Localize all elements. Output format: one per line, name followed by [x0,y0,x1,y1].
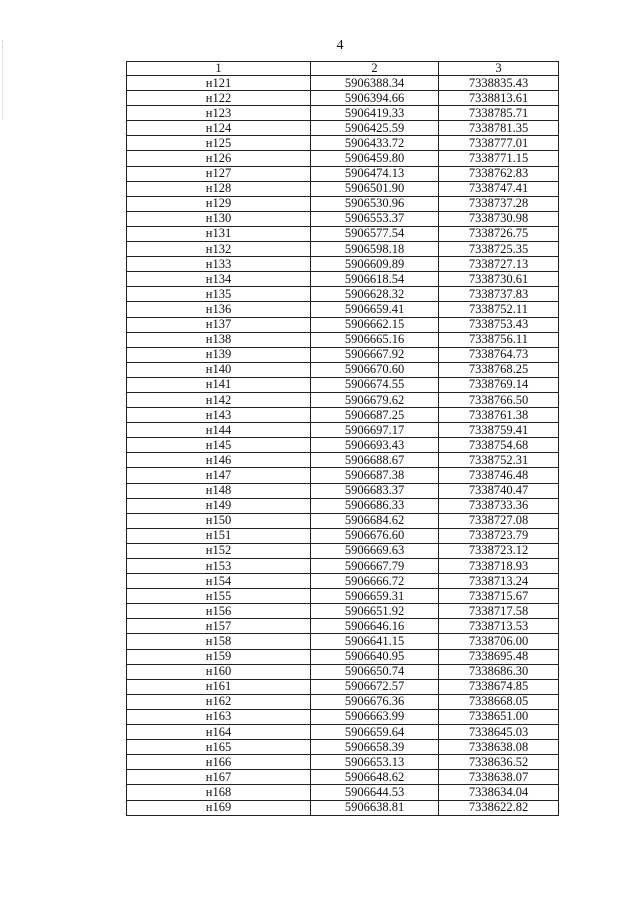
y-coordinate-cell: 7338764.73 [439,347,559,362]
y-coordinate-cell: 7338638.08 [439,740,559,755]
x-coordinate-cell: 5906425.59 [311,121,439,136]
point-name-cell: н133 [127,257,311,272]
point-name-cell: н135 [127,287,311,302]
x-coordinate-cell: 5906644.53 [311,785,439,800]
point-name-cell: н161 [127,679,311,694]
point-name-cell: н164 [127,725,311,740]
x-coordinate-cell: 5906674.55 [311,377,439,392]
scan-margin-mark [2,40,5,120]
x-coordinate-cell: 5906688.67 [311,453,439,468]
y-coordinate-cell: 7338723.79 [439,528,559,543]
y-coordinate-cell: 7338759.41 [439,423,559,438]
column-header-x: 2 [311,62,439,76]
table-row [127,589,559,604]
point-name-cell: н166 [127,755,311,770]
x-coordinate-cell: 5906653.13 [311,755,439,770]
x-coordinate-cell: 5906577.54 [311,226,439,241]
point-name-cell: н129 [127,196,311,211]
point-name-cell: н143 [127,408,311,423]
point-name-cell: н138 [127,332,311,347]
y-coordinate-cell: 7338634.04 [439,785,559,800]
table-row [127,272,559,287]
y-coordinate-cell: 7338730.98 [439,211,559,226]
point-name-cell: н153 [127,559,311,574]
y-coordinate-cell: 7338771.15 [439,151,559,166]
y-coordinate-cell: 7338636.52 [439,755,559,770]
y-coordinate-cell: 7338769.14 [439,377,559,392]
point-name-cell: н148 [127,483,311,498]
y-coordinate-cell: 7338753.43 [439,317,559,332]
table-row [127,91,559,106]
y-coordinate-cell: 7338718.93 [439,559,559,574]
point-name-cell: н165 [127,740,311,755]
y-coordinate-cell: 7338766.50 [439,392,559,407]
table-row [127,181,559,196]
point-name-cell: н141 [127,377,311,392]
x-coordinate-cell: 5906662.15 [311,317,439,332]
x-coordinate-cell: 5906686.33 [311,498,439,513]
y-coordinate-cell: 7338752.31 [439,453,559,468]
column-header-point: 1 [127,62,311,76]
table-row [127,634,559,649]
point-name-cell: н152 [127,543,311,558]
point-name-cell: н121 [127,76,311,91]
table-row [127,800,559,815]
x-coordinate-cell: 5906676.36 [311,694,439,709]
x-coordinate-cell: 5906659.64 [311,725,439,740]
table-row [127,694,559,709]
point-name-cell: н147 [127,468,311,483]
table-row [127,664,559,679]
x-coordinate-cell: 5906530.96 [311,196,439,211]
table-row [127,423,559,438]
table-row [127,332,559,347]
table-row [127,679,559,694]
point-name-cell: н137 [127,317,311,332]
x-coordinate-cell: 5906665.16 [311,332,439,347]
table-row [127,649,559,664]
table-row [127,483,559,498]
x-coordinate-cell: 5906474.13 [311,166,439,181]
point-name-cell: н167 [127,770,311,785]
header-row [127,62,559,76]
x-coordinate-cell: 5906669.63 [311,543,439,558]
y-coordinate-cell: 7338733.36 [439,498,559,513]
table-row [127,317,559,332]
y-coordinate-cell: 7338727.08 [439,513,559,528]
table-row [127,574,559,589]
point-name-cell: н156 [127,604,311,619]
table-row [127,709,559,724]
table-row [127,785,559,800]
table-row [127,740,559,755]
y-coordinate-cell: 7338754.68 [439,438,559,453]
table-row [127,725,559,740]
x-coordinate-cell: 5906679.62 [311,392,439,407]
y-coordinate-cell: 7338713.53 [439,619,559,634]
x-coordinate-cell: 5906638.81 [311,800,439,815]
table-row [127,559,559,574]
y-coordinate-cell: 7338726.75 [439,226,559,241]
point-name-cell: н125 [127,136,311,151]
point-name-cell: н126 [127,151,311,166]
y-coordinate-cell: 7338777.01 [439,136,559,151]
y-coordinate-cell: 7338740.47 [439,483,559,498]
y-coordinate-cell: 7338651.00 [439,709,559,724]
x-coordinate-cell: 5906687.38 [311,468,439,483]
y-coordinate-cell: 7338835.43 [439,76,559,91]
y-coordinate-cell: 7338668.05 [439,694,559,709]
x-coordinate-cell: 5906553.37 [311,211,439,226]
y-coordinate-cell: 7338638.07 [439,770,559,785]
x-coordinate-cell: 5906648.62 [311,770,439,785]
x-coordinate-cell: 5906659.31 [311,589,439,604]
y-coordinate-cell: 7338695.48 [439,649,559,664]
x-coordinate-cell: 5906684.62 [311,513,439,528]
x-coordinate-cell: 5906663.99 [311,709,439,724]
x-coordinate-cell: 5906667.92 [311,347,439,362]
y-coordinate-cell: 7338761.38 [439,408,559,423]
y-coordinate-cell: 7338768.25 [439,362,559,377]
x-coordinate-cell: 5906650.74 [311,664,439,679]
table-row [127,196,559,211]
table-row [127,543,559,558]
x-coordinate-cell: 5906676.60 [311,528,439,543]
x-coordinate-cell: 5906618.54 [311,272,439,287]
point-name-cell: н157 [127,619,311,634]
y-coordinate-cell: 7338717.58 [439,604,559,619]
y-coordinate-cell: 7338706.00 [439,634,559,649]
point-name-cell: н131 [127,226,311,241]
column-header-y: 3 [439,62,559,76]
y-coordinate-cell: 7338785.71 [439,106,559,121]
y-coordinate-cell: 7338730.61 [439,272,559,287]
x-coordinate-cell: 5906433.72 [311,136,439,151]
y-coordinate-cell: 7338725.35 [439,242,559,257]
table-row [127,76,559,91]
point-name-cell: н136 [127,302,311,317]
y-coordinate-cell: 7338781.35 [439,121,559,136]
point-name-cell: н124 [127,121,311,136]
x-coordinate-cell: 5906628.32 [311,287,439,302]
x-coordinate-cell: 5906659.41 [311,302,439,317]
point-name-cell: н158 [127,634,311,649]
y-coordinate-cell: 7338686.30 [439,664,559,679]
point-name-cell: н151 [127,528,311,543]
x-coordinate-cell: 5906693.43 [311,438,439,453]
table-row [127,166,559,181]
x-coordinate-cell: 5906666.72 [311,574,439,589]
point-name-cell: н155 [127,589,311,604]
page-number: 4 [336,38,344,53]
y-coordinate-cell: 7338747.41 [439,181,559,196]
y-coordinate-cell: 7338762.83 [439,166,559,181]
table-body [127,76,559,816]
x-coordinate-cell: 5906651.92 [311,604,439,619]
x-coordinate-cell: 5906598.18 [311,242,439,257]
point-name-cell: н139 [127,347,311,362]
point-name-cell: н168 [127,785,311,800]
x-coordinate-cell: 5906683.37 [311,483,439,498]
y-coordinate-cell: 7338756.11 [439,332,559,347]
table-row [127,362,559,377]
point-name-cell: н123 [127,106,311,121]
table-row [127,453,559,468]
y-coordinate-cell: 7338727.13 [439,257,559,272]
point-name-cell: н130 [127,211,311,226]
table-header [127,62,559,76]
x-coordinate-cell: 5906667.79 [311,559,439,574]
x-coordinate-cell: 5906459.80 [311,151,439,166]
point-name-cell: н122 [127,91,311,106]
table-row [127,513,559,528]
point-name-cell: н160 [127,664,311,679]
table-row [127,257,559,272]
x-coordinate-cell: 5906697.17 [311,423,439,438]
x-coordinate-cell: 5906609.89 [311,257,439,272]
point-name-cell: н145 [127,438,311,453]
point-name-cell: н149 [127,498,311,513]
point-name-cell: н169 [127,800,311,815]
y-coordinate-cell: 7338737.28 [439,196,559,211]
x-coordinate-cell: 5906670.60 [311,362,439,377]
x-coordinate-cell: 5906640.95 [311,649,439,664]
y-coordinate-cell: 7338813.61 [439,91,559,106]
coordinates-table [126,61,559,816]
table-row [127,619,559,634]
y-coordinate-cell: 7338752.11 [439,302,559,317]
x-coordinate-cell: 5906658.39 [311,740,439,755]
point-name-cell: н162 [127,694,311,709]
y-coordinate-cell: 7338713.24 [439,574,559,589]
table-row [127,528,559,543]
table-row [127,392,559,407]
point-name-cell: н132 [127,242,311,257]
point-name-cell: н150 [127,513,311,528]
table-row [127,211,559,226]
table-row [127,468,559,483]
table-row [127,136,559,151]
x-coordinate-cell: 5906687.25 [311,408,439,423]
table-row [127,242,559,257]
table-row [127,770,559,785]
table-row [127,498,559,513]
y-coordinate-cell: 7338715.67 [439,589,559,604]
point-name-cell: н142 [127,392,311,407]
x-coordinate-cell: 5906394.66 [311,91,439,106]
table-row [127,755,559,770]
x-coordinate-cell: 5906672.57 [311,679,439,694]
y-coordinate-cell: 7338746.48 [439,468,559,483]
point-name-cell: н163 [127,709,311,724]
table-row [127,151,559,166]
y-coordinate-cell: 7338737.83 [439,287,559,302]
point-name-cell: н128 [127,181,311,196]
point-name-cell: н140 [127,362,311,377]
x-coordinate-cell: 5906419.33 [311,106,439,121]
y-coordinate-cell: 7338645.03 [439,725,559,740]
point-name-cell: н146 [127,453,311,468]
table-row [127,302,559,317]
table-row [127,226,559,241]
x-coordinate-cell: 5906641.15 [311,634,439,649]
x-coordinate-cell: 5906501.90 [311,181,439,196]
table-row [127,377,559,392]
table-row [127,106,559,121]
y-coordinate-cell: 7338622.82 [439,800,559,815]
y-coordinate-cell: 7338674.85 [439,679,559,694]
x-coordinate-cell: 5906388.34 [311,76,439,91]
table-row [127,121,559,136]
table-row [127,287,559,302]
point-name-cell: н154 [127,574,311,589]
table-row [127,347,559,362]
point-name-cell: н134 [127,272,311,287]
table-row [127,604,559,619]
y-coordinate-cell: 7338723.12 [439,543,559,558]
point-name-cell: н159 [127,649,311,664]
x-coordinate-cell: 5906646.16 [311,619,439,634]
point-name-cell: н127 [127,166,311,181]
point-name-cell: н144 [127,423,311,438]
table-row [127,438,559,453]
table-row [127,408,559,423]
